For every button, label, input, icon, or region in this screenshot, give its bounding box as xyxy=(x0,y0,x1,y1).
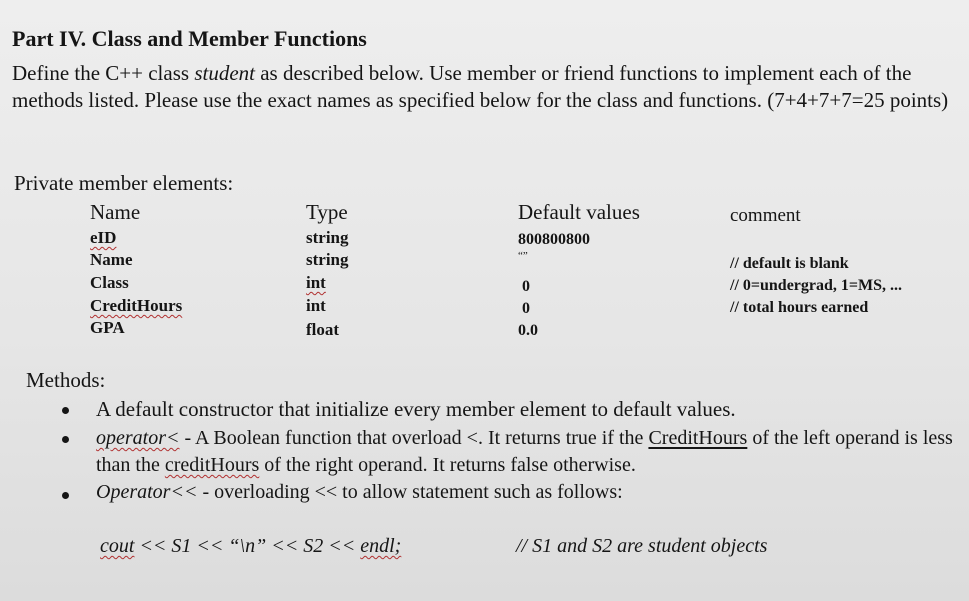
operator-less-credithours-2: creditHours xyxy=(164,454,260,476)
row-credithours-comment: // total hours earned xyxy=(730,299,869,316)
row-class-comment: // 0=undergrad, 1=MS, ... xyxy=(730,277,903,294)
row-class-type: int xyxy=(306,273,326,292)
operator-stream-keyword: Operator<< xyxy=(96,481,198,503)
operator-less-text-b: of the left operand is less than the xyxy=(96,427,953,476)
bullet-dot xyxy=(62,492,69,499)
operator-less-text-c: of the right operand. It returns false otherwise. xyxy=(259,454,636,476)
row-name-comment: // default is blank xyxy=(730,255,849,272)
intro-text-1: Define the C++ class xyxy=(12,61,195,85)
row-class-name: Class xyxy=(90,273,129,292)
intro-text-2: as described below. Use member or friend functions to implement each of the methods listed. Please use the exact names as specified below for the class and functions. (7+4+7+7=25 points) xyxy=(12,61,949,112)
section-title: Part IV. Class and Member Functions xyxy=(12,26,367,51)
row-gpa-default: 0.0 xyxy=(518,322,538,339)
operator-less-keyword: operator< xyxy=(96,427,180,449)
operator-less-text-a: - A Boolean function that overload <. It returns true if the xyxy=(179,427,649,449)
row-gpa-name: GPA xyxy=(90,318,125,337)
bullet-dot xyxy=(62,407,69,414)
header-comment: comment xyxy=(730,205,801,226)
row-eid-default: 800800800 xyxy=(518,231,590,248)
bullet-dot xyxy=(62,436,69,443)
row-eid-name: eID xyxy=(90,228,117,247)
code-middle: << S1 << “\n” << S2 << xyxy=(134,535,361,557)
methods-label: Methods: xyxy=(26,368,106,392)
private-members-label: Private member elements: xyxy=(14,171,234,195)
method-operator-less xyxy=(96,425,956,479)
method-operator-stream xyxy=(96,481,623,504)
row-name-default: “” xyxy=(518,250,528,262)
row-credithours-default: 0 xyxy=(522,300,530,317)
code-cout: cout xyxy=(100,535,135,557)
row-credithours-type: int xyxy=(306,296,326,315)
code-example xyxy=(100,535,401,558)
header-default: Default values xyxy=(518,200,640,224)
row-credithours-name: CreditHours xyxy=(90,296,183,315)
intro-paragraph xyxy=(12,60,962,114)
row-eid-type: string xyxy=(306,228,349,247)
row-name-type: string xyxy=(306,250,349,269)
method-constructor: A default constructor that initialize every member element to default values. xyxy=(96,397,736,421)
row-class-default: 0 xyxy=(522,278,530,295)
code-endl: endl; xyxy=(360,535,402,557)
row-name-name: Name xyxy=(90,250,133,269)
intro-class-name: student xyxy=(194,61,255,85)
operator-less-credithours: CreditHours xyxy=(648,427,748,449)
header-type: Type xyxy=(306,200,348,224)
operator-stream-text: - overloading << to allow statement such as follows: xyxy=(197,481,623,503)
row-gpa-type: float xyxy=(306,320,340,339)
header-name: Name xyxy=(90,200,141,224)
code-comment: // S1 and S2 are student objects xyxy=(516,535,768,557)
